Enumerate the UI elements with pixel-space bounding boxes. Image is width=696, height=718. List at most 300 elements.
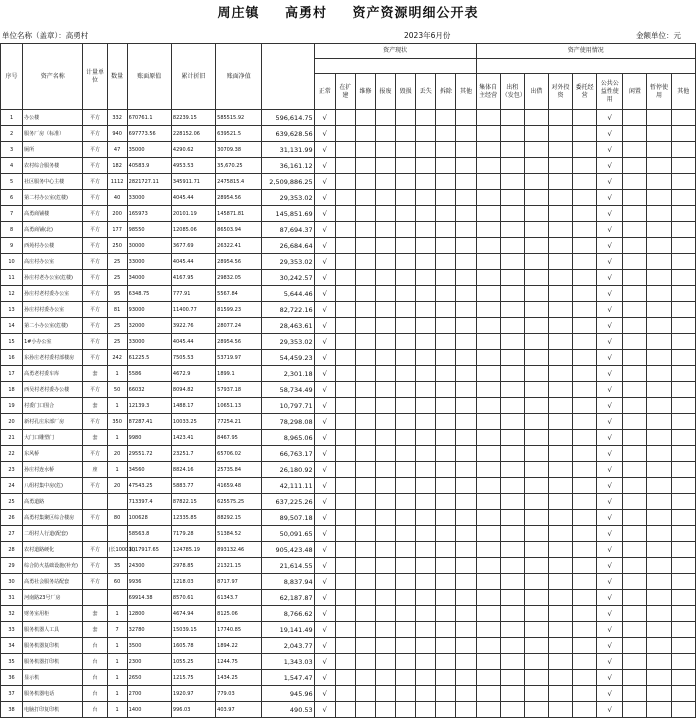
status-normal-check: √ xyxy=(314,206,335,222)
row-orig-value: 33000 xyxy=(127,254,171,270)
empty-cell xyxy=(396,542,416,558)
empty-cell xyxy=(335,430,355,446)
table-row xyxy=(1,558,696,574)
table-row xyxy=(1,462,696,478)
table-row xyxy=(1,574,696,590)
empty-cell xyxy=(436,350,456,366)
empty-cell xyxy=(500,542,524,558)
empty-cell xyxy=(436,334,456,350)
row-net-value-formatted: 145,851.69 xyxy=(262,206,314,222)
empty-cell xyxy=(396,574,416,590)
empty-cell xyxy=(456,382,476,398)
empty-cell xyxy=(500,494,524,510)
empty-cell xyxy=(647,590,671,606)
row-net-value: 25735.84 xyxy=(216,462,262,478)
empty-cell xyxy=(476,574,500,590)
empty-cell xyxy=(647,606,671,622)
empty-cell xyxy=(671,190,695,206)
row-orig-value: 32780 xyxy=(127,622,171,638)
empty-cell xyxy=(671,366,695,382)
row-qty: 1 xyxy=(107,430,127,446)
empty-cell xyxy=(623,574,647,590)
empty-cell xyxy=(623,190,647,206)
empty-cell xyxy=(623,478,647,494)
empty-cell xyxy=(456,398,476,414)
row-orig-value: 33000 xyxy=(127,334,171,350)
row-net-value-formatted: 637,225.26 xyxy=(262,494,314,510)
empty-cell xyxy=(500,686,524,702)
empty-cell xyxy=(355,430,375,446)
empty-cell xyxy=(396,398,416,414)
empty-cell xyxy=(500,574,524,590)
empty-cell xyxy=(623,558,647,574)
row-unit: 套 xyxy=(83,398,107,414)
row-net-value: 28954.56 xyxy=(216,254,262,270)
empty-cell xyxy=(436,446,456,462)
empty-cell xyxy=(456,110,476,126)
empty-cell xyxy=(335,638,355,654)
empty-cell xyxy=(416,286,436,302)
empty-cell xyxy=(436,606,456,622)
empty-cell xyxy=(355,302,375,318)
empty-cell xyxy=(355,222,375,238)
row-unit: 台 xyxy=(83,670,107,686)
row-orig-value: 24300 xyxy=(127,558,171,574)
row-seq: 17 xyxy=(1,366,23,382)
row-depreciation: 4045.44 xyxy=(171,254,215,270)
row-net-value-formatted: 19,141.49 xyxy=(262,622,314,638)
status-normal-check: √ xyxy=(314,462,335,478)
use-public-check: √ xyxy=(597,590,623,606)
empty-cell xyxy=(671,350,695,366)
row-net-value-formatted: 490.53 xyxy=(262,702,314,718)
row-unit: 平方 xyxy=(83,126,107,142)
empty-cell xyxy=(396,254,416,270)
empty-cell xyxy=(355,670,375,686)
row-qty xyxy=(107,526,127,542)
empty-cell xyxy=(335,302,355,318)
empty-cell xyxy=(476,654,500,670)
empty-cell xyxy=(376,286,396,302)
empty-cell xyxy=(396,686,416,702)
empty-cell xyxy=(623,238,647,254)
row-net-value: 29832.05 xyxy=(216,270,262,286)
header-seq: 序号 xyxy=(1,44,23,110)
empty-cell xyxy=(355,270,375,286)
empty-cell xyxy=(416,686,436,702)
table-row xyxy=(1,414,696,430)
empty-cell xyxy=(524,430,548,446)
status-normal-check: √ xyxy=(314,558,335,574)
row-orig-value: 98550 xyxy=(127,222,171,238)
header-net-value: 账面净值 xyxy=(216,44,262,110)
row-net-value-formatted: 596,614.75 xyxy=(262,110,314,126)
empty-cell xyxy=(355,334,375,350)
empty-cell xyxy=(500,590,524,606)
table-row xyxy=(1,142,696,158)
use-public-check: √ xyxy=(597,382,623,398)
row-orig-value: 2650 xyxy=(127,670,171,686)
empty-cell xyxy=(476,622,500,638)
empty-cell xyxy=(476,254,500,270)
empty-cell xyxy=(573,350,597,366)
row-seq: 5 xyxy=(1,174,23,190)
status-normal-check: √ xyxy=(314,366,335,382)
empty-cell xyxy=(436,174,456,190)
empty-cell xyxy=(647,270,671,286)
row-net-value-formatted: 2,509,886.25 xyxy=(262,174,314,190)
header-status-col: 报废 xyxy=(376,74,396,110)
row-asset-name: 孙庄村村委办公室 xyxy=(23,302,83,318)
row-net-value-formatted: 21,614.55 xyxy=(262,558,314,574)
empty-cell xyxy=(416,110,436,126)
empty-cell xyxy=(500,526,524,542)
empty-cell xyxy=(335,174,355,190)
row-depreciation: 4045.44 xyxy=(171,190,215,206)
row-unit: 平方 xyxy=(83,110,107,126)
empty-cell xyxy=(436,494,456,510)
row-seq: 15 xyxy=(1,334,23,350)
row-asset-name: 孙庄村老村委办公室 xyxy=(23,286,83,302)
empty-cell xyxy=(647,702,671,718)
row-asset-name: 高勇村集聚区综合楼房 xyxy=(23,510,83,526)
empty-cell xyxy=(335,510,355,526)
row-orig-value: 61225.5 xyxy=(127,350,171,366)
table-row xyxy=(1,542,696,558)
row-asset-name: 第二小办公室(危楼) xyxy=(23,318,83,334)
empty-cell xyxy=(623,286,647,302)
row-qty: 1 xyxy=(107,398,127,414)
empty-cell xyxy=(396,670,416,686)
row-depreciation: 23251.7 xyxy=(171,446,215,462)
table-row xyxy=(1,238,696,254)
empty-cell xyxy=(573,398,597,414)
empty-cell xyxy=(396,446,416,462)
empty-cell xyxy=(573,174,597,190)
empty-cell xyxy=(355,238,375,254)
empty-cell xyxy=(376,430,396,446)
row-asset-name: 河南路23号厂房 xyxy=(23,590,83,606)
empty-cell xyxy=(524,670,548,686)
row-qty: 25 xyxy=(107,318,127,334)
empty-cell xyxy=(671,318,695,334)
empty-cell xyxy=(335,158,355,174)
empty-cell xyxy=(456,542,476,558)
empty-cell xyxy=(671,414,695,430)
row-seq: 32 xyxy=(1,606,23,622)
row-unit: 套 xyxy=(83,366,107,382)
empty-cell xyxy=(647,382,671,398)
currency-unit: 金额单位：元 xyxy=(636,31,681,40)
empty-cell xyxy=(671,654,695,670)
empty-cell xyxy=(376,446,396,462)
empty-cell xyxy=(376,350,396,366)
empty-cell xyxy=(548,494,572,510)
empty-cell xyxy=(355,590,375,606)
empty-cell xyxy=(573,446,597,462)
empty-cell xyxy=(436,222,456,238)
empty-cell xyxy=(573,334,597,350)
empty-cell xyxy=(524,494,548,510)
empty-cell xyxy=(355,702,375,718)
row-asset-name: 西吴村老村委办公楼 xyxy=(23,382,83,398)
status-normal-check: √ xyxy=(314,542,335,558)
empty-cell xyxy=(456,654,476,670)
empty-cell xyxy=(548,190,572,206)
empty-cell xyxy=(396,318,416,334)
empty-cell xyxy=(456,606,476,622)
row-depreciation: 1215.75 xyxy=(171,670,215,686)
row-seq: 28 xyxy=(1,542,23,558)
title-village: 高勇村 xyxy=(284,6,327,21)
empty-cell xyxy=(396,286,416,302)
table-row xyxy=(1,302,696,318)
empty-cell xyxy=(671,142,695,158)
table-row xyxy=(1,686,696,702)
empty-cell xyxy=(524,542,548,558)
row-unit: 套 xyxy=(83,606,107,622)
empty-cell xyxy=(456,158,476,174)
empty-cell xyxy=(335,446,355,462)
empty-cell xyxy=(500,558,524,574)
row-net-value: 1894.22 xyxy=(216,638,262,654)
empty-cell xyxy=(573,110,597,126)
empty-cell xyxy=(456,334,476,350)
empty-cell xyxy=(671,526,695,542)
use-public-check: √ xyxy=(597,622,623,638)
row-orig-value: 9936 xyxy=(127,574,171,590)
status-normal-check: √ xyxy=(314,222,335,238)
row-unit: 平方 xyxy=(83,190,107,206)
empty-cell xyxy=(456,590,476,606)
table-row xyxy=(1,158,696,174)
use-public-check: √ xyxy=(597,414,623,430)
empty-cell xyxy=(476,542,500,558)
use-public-check: √ xyxy=(597,430,623,446)
empty-cell xyxy=(500,446,524,462)
empty-cell xyxy=(573,222,597,238)
empty-cell xyxy=(476,446,500,462)
empty-cell xyxy=(647,318,671,334)
table-row xyxy=(1,590,696,606)
empty-cell xyxy=(476,414,500,430)
empty-cell xyxy=(376,158,396,174)
table-row xyxy=(1,110,696,126)
row-orig-value: 2821727.11 xyxy=(127,174,171,190)
row-orig-value: 29551.72 xyxy=(127,446,171,462)
row-orig-value: 34560 xyxy=(127,462,171,478)
row-net-value-formatted: 66,763.17 xyxy=(262,446,314,462)
empty-cell xyxy=(524,334,548,350)
empty-cell xyxy=(623,398,647,414)
empty-cell xyxy=(548,526,572,542)
empty-cell xyxy=(500,142,524,158)
row-asset-name: 大门口雕塑门 xyxy=(23,430,83,446)
header-qty: 数量 xyxy=(107,44,127,110)
row-depreciation: 1218.03 xyxy=(171,574,215,590)
empty-cell xyxy=(671,606,695,622)
empty-cell xyxy=(548,686,572,702)
row-net-value: 77254.21 xyxy=(216,414,262,430)
empty-cell xyxy=(500,654,524,670)
row-asset-name: 高勇社会服务站配套 xyxy=(23,574,83,590)
empty-cell xyxy=(376,334,396,350)
row-orig-value: 40583.9 xyxy=(127,158,171,174)
row-asset-name: 高勇老村委车库 xyxy=(23,366,83,382)
row-orig-value: 165973 xyxy=(127,206,171,222)
row-orig-value: 6348.75 xyxy=(127,286,171,302)
row-depreciation: 82239.15 xyxy=(171,110,215,126)
use-public-check: √ xyxy=(597,606,623,622)
empty-cell xyxy=(524,558,548,574)
table-row xyxy=(1,702,696,718)
row-unit: 平方 xyxy=(83,206,107,222)
use-public-check: √ xyxy=(597,702,623,718)
status-normal-check: √ xyxy=(314,654,335,670)
empty-cell xyxy=(476,318,500,334)
status-normal-check: √ xyxy=(314,174,335,190)
empty-cell xyxy=(623,350,647,366)
empty-cell xyxy=(548,110,572,126)
row-orig-value: 66032 xyxy=(127,382,171,398)
row-unit: 套 xyxy=(83,622,107,638)
use-public-check: √ xyxy=(597,654,623,670)
row-orig-value: 58563.8 xyxy=(127,526,171,542)
row-depreciation: 1488.17 xyxy=(171,398,215,414)
empty-cell xyxy=(396,638,416,654)
row-asset-name: 村委门口围合 xyxy=(23,398,83,414)
empty-cell xyxy=(476,158,500,174)
row-orig-value: 697773.56 xyxy=(127,126,171,142)
status-normal-check: √ xyxy=(314,670,335,686)
row-asset-name: 服务机器打印机 xyxy=(23,654,83,670)
empty-cell xyxy=(476,126,500,142)
empty-cell xyxy=(623,366,647,382)
empty-cell xyxy=(647,238,671,254)
row-seq: 24 xyxy=(1,478,23,494)
empty-cell xyxy=(524,110,548,126)
empty-cell xyxy=(671,510,695,526)
empty-cell xyxy=(335,238,355,254)
empty-cell xyxy=(500,174,524,190)
empty-cell xyxy=(623,126,647,142)
use-public-check: √ xyxy=(597,270,623,286)
header-use-col: 委托经营 xyxy=(573,74,597,110)
empty-cell xyxy=(476,334,500,350)
row-net-value-formatted: 78,298.08 xyxy=(262,414,314,430)
empty-cell xyxy=(647,574,671,590)
use-public-check: √ xyxy=(597,318,623,334)
empty-cell xyxy=(647,638,671,654)
empty-cell xyxy=(573,382,597,398)
empty-cell xyxy=(623,254,647,270)
empty-cell xyxy=(335,190,355,206)
empty-cell xyxy=(396,190,416,206)
empty-cell xyxy=(623,382,647,398)
empty-cell xyxy=(647,542,671,558)
empty-cell xyxy=(671,222,695,238)
empty-cell xyxy=(524,462,548,478)
status-normal-check: √ xyxy=(314,622,335,638)
row-net-value: 639521.5 xyxy=(216,126,262,142)
empty-cell xyxy=(524,702,548,718)
row-net-value: 2475815.4 xyxy=(216,174,262,190)
row-unit: 平方 xyxy=(83,446,107,462)
empty-cell xyxy=(647,334,671,350)
row-net-value-formatted: 29,353.02 xyxy=(262,334,314,350)
row-orig-value: 30000 xyxy=(127,238,171,254)
row-asset-name: 服务机器电话 xyxy=(23,686,83,702)
empty-cell xyxy=(548,446,572,462)
empty-cell xyxy=(500,606,524,622)
row-orig-value: 100628 xyxy=(127,510,171,526)
row-asset-name: 二组村人行道(配套) xyxy=(23,526,83,542)
empty-cell xyxy=(623,510,647,526)
empty-cell xyxy=(376,414,396,430)
row-asset-name: 显示机 xyxy=(23,670,83,686)
empty-cell xyxy=(671,494,695,510)
row-net-value: 585515.92 xyxy=(216,110,262,126)
empty-cell xyxy=(524,350,548,366)
empty-cell xyxy=(573,494,597,510)
use-public-check: √ xyxy=(597,190,623,206)
row-net-value-formatted: 8,965.06 xyxy=(262,430,314,446)
empty-cell xyxy=(476,398,500,414)
empty-cell xyxy=(456,254,476,270)
empty-cell xyxy=(436,414,456,430)
empty-cell xyxy=(376,206,396,222)
empty-cell xyxy=(355,254,375,270)
empty-cell xyxy=(456,238,476,254)
empty-cell xyxy=(623,638,647,654)
empty-cell xyxy=(436,270,456,286)
row-orig-value: 35000 xyxy=(127,142,171,158)
empty-cell xyxy=(623,158,647,174)
empty-cell xyxy=(396,126,416,142)
empty-cell xyxy=(647,558,671,574)
status-normal-check: √ xyxy=(314,142,335,158)
row-net-value-formatted: 89,507.18 xyxy=(262,510,314,526)
row-depreciation: 12085.06 xyxy=(171,222,215,238)
row-net-value-formatted: 1,343.03 xyxy=(262,654,314,670)
empty-cell xyxy=(647,670,671,686)
row-seq: 14 xyxy=(1,318,23,334)
row-unit: 平方 xyxy=(83,510,107,526)
empty-cell xyxy=(524,686,548,702)
row-net-value: 61343.7 xyxy=(216,590,262,606)
row-net-value-formatted: 58,734.49 xyxy=(262,382,314,398)
header-use-col: 其他 xyxy=(671,74,695,110)
status-normal-check: √ xyxy=(314,590,335,606)
empty-cell xyxy=(355,462,375,478)
use-public-check: √ xyxy=(597,686,623,702)
row-seq: 19 xyxy=(1,398,23,414)
empty-cell xyxy=(671,462,695,478)
row-seq: 31 xyxy=(1,590,23,606)
row-net-value: 28954.56 xyxy=(216,190,262,206)
empty-cell xyxy=(573,430,597,446)
empty-cell xyxy=(500,158,524,174)
row-orig-value: 87287.41 xyxy=(127,414,171,430)
row-qty: 332 xyxy=(107,110,127,126)
empty-cell xyxy=(416,270,436,286)
row-orig-value: 5586 xyxy=(127,366,171,382)
empty-cell xyxy=(396,366,416,382)
empty-cell xyxy=(476,638,500,654)
empty-cell xyxy=(335,574,355,590)
empty-cell xyxy=(647,222,671,238)
row-qty: 1 xyxy=(107,686,127,702)
